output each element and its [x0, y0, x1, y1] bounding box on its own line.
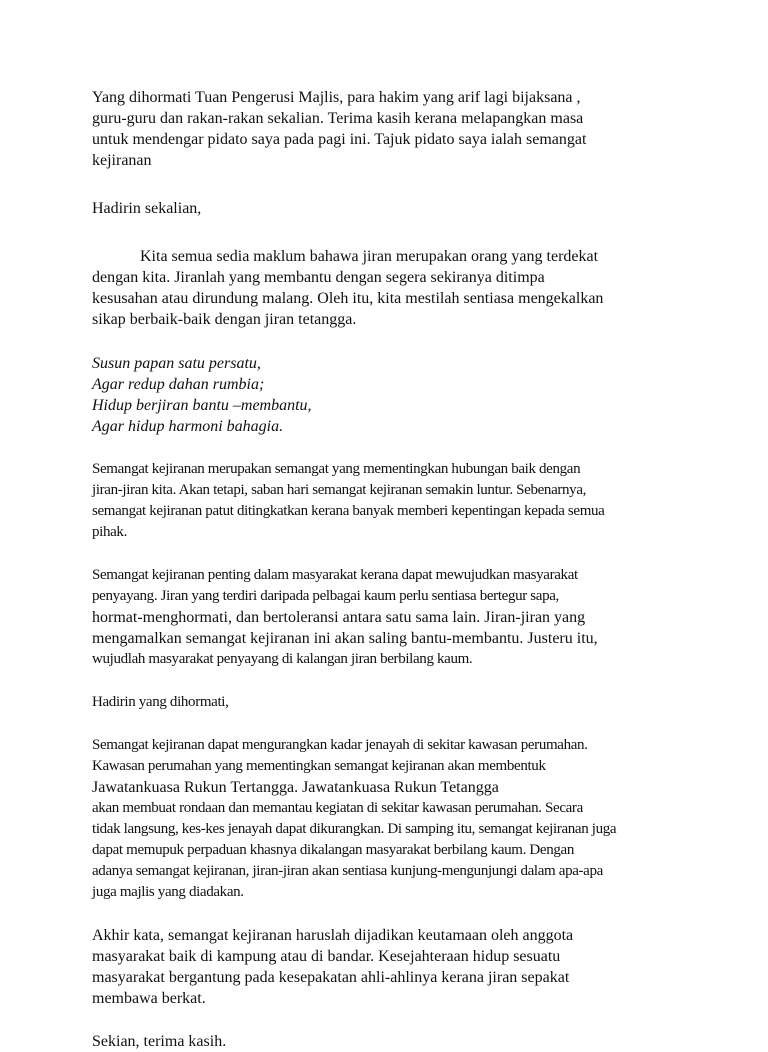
text-line: Semangat kejiranan penting dalam masyarakat kerana dapat mewujudkan masyarakat: [92, 567, 578, 583]
text-line: dapat memupuk perpaduan khasnya dikalangan masyarakat berbilang kaum. Dengan: [92, 842, 574, 858]
text-line: juga majlis yang diadakan.: [92, 884, 244, 900]
verse-line: Susun papan satu persatu,: [92, 355, 261, 372]
text-line: jiran-jiran kita. Akan tetapi, saban hari semangat kejiranan semakin luntur. Sebenarnya,: [92, 482, 587, 498]
text-line: dengan kita. Jiranlah yang membantu dengan segera sekiranya ditimpa: [92, 269, 545, 286]
paragraph-akhir-kata: [92, 925, 692, 1009]
text-line: Kawasan perumahan yang mementingkan semangat kejiranan akan membentuk: [92, 758, 546, 774]
text-line: masyarakat bergantung pada kesepakatan ahli-ahlinya kerana jiran sepakat: [92, 969, 570, 986]
text-line: guru-guru dan rakan-rakan sekalian. Terima kasih kerana melapangkan masa: [92, 110, 584, 127]
verse-line: Hidup berjiran bantu –membantu,: [92, 397, 312, 414]
text-line: penyayang. Jiran yang terdiri daripada pelbagai kaum perlu sentiasa bertegur sapa,: [92, 588, 559, 604]
text-line: Akhir kata, semangat kejiranan haruslah dijadikan keutamaan oleh anggota: [92, 927, 574, 944]
verse-line: Agar redup dahan rumbia;: [92, 376, 265, 393]
text-line: tidak langsung, kes-kes jenayah dapat dikurangkan. Di samping itu, semangat kejiranan juga: [92, 821, 617, 837]
text-line: wujudlah masyarakat penyayang di kalangan jiran berbilang kaum.: [92, 651, 473, 667]
text-line: pihak.: [92, 524, 127, 540]
speech-document: [92, 87, 692, 1052]
text-line: masyarakat baik di kampung atau di bandar. Kesejahteraan hidup sesuatu: [92, 948, 561, 965]
text-line: untuk mendengar pidato saya pada pagi ini. Tajuk pidato saya ialah semangat: [92, 131, 587, 148]
paragraph-intro: [92, 87, 692, 171]
pantun-verse: [92, 353, 692, 437]
paragraph-kadar-jenayah: [92, 735, 692, 903]
text-line: Semangat kejiranan dapat mengurangkan kadar jenayah di sekitar kawasan perumahan.: [92, 737, 588, 753]
text-line: Sekian, terima kasih.: [92, 1033, 227, 1050]
text-line: adanya semangat kejiranan, jiran-jiran akan sentiasa kunjung-mengunjungi dalam apa-apa: [92, 863, 603, 879]
greeting-hadirin-sekalian: [92, 198, 692, 219]
text-line: kesusahan atau dirundung malang. Oleh itu, kita mestilah sentiasa mengekalkan: [92, 290, 604, 307]
greeting-hadirin-dihormati: [92, 692, 692, 713]
text-line: hormat-menghormati, dan bertoleransi antara satu sama lain. Jiran-jiran yang: [92, 609, 586, 626]
text-line: akan membuat rondaan dan memantau kegiatan di sekitar kawasan perumahan. Secara: [92, 800, 583, 816]
paragraph-masyarakat-penyayang: [92, 565, 692, 670]
text-line: Semangat kejiranan merupakan semangat yang mementingkan hubungan baik dengan: [92, 461, 581, 477]
paragraph-semangat-kejiranan: [92, 459, 692, 543]
text-line: Kita semua sedia maklum bahawa jiran merupakan orang yang terdekat: [140, 248, 599, 265]
text-line: Hadirin sekalian,: [92, 200, 202, 217]
verse-line: Agar hidup harmoni bahagia.: [92, 418, 284, 435]
text-line: mengamalkan semangat kejiranan ini akan saling bantu-membantu. Justeru itu,: [92, 630, 598, 647]
text-line: Jawatankuasa Rukun Tertangga. Jawatankuasa Rukun Tetangga: [92, 779, 499, 796]
text-line: membawa berkat.: [92, 990, 206, 1007]
text-line: Hadirin yang dihormati,: [92, 694, 229, 710]
closing-sekian: [92, 1031, 692, 1052]
text-line: semangat kejiranan patut ditingkatkan kerana banyak memberi kepentingan kepada semua: [92, 503, 605, 519]
text-line: sikap berbaik-baik dengan jiran tetangga.: [92, 311, 357, 328]
paragraph-jiran-terdekat: [92, 246, 692, 330]
text-line: Yang dihormati Tuan Pengerusi Majlis, para hakim yang arif lagi bijaksana ,: [92, 89, 581, 106]
text-line: kejiranan: [92, 152, 152, 169]
